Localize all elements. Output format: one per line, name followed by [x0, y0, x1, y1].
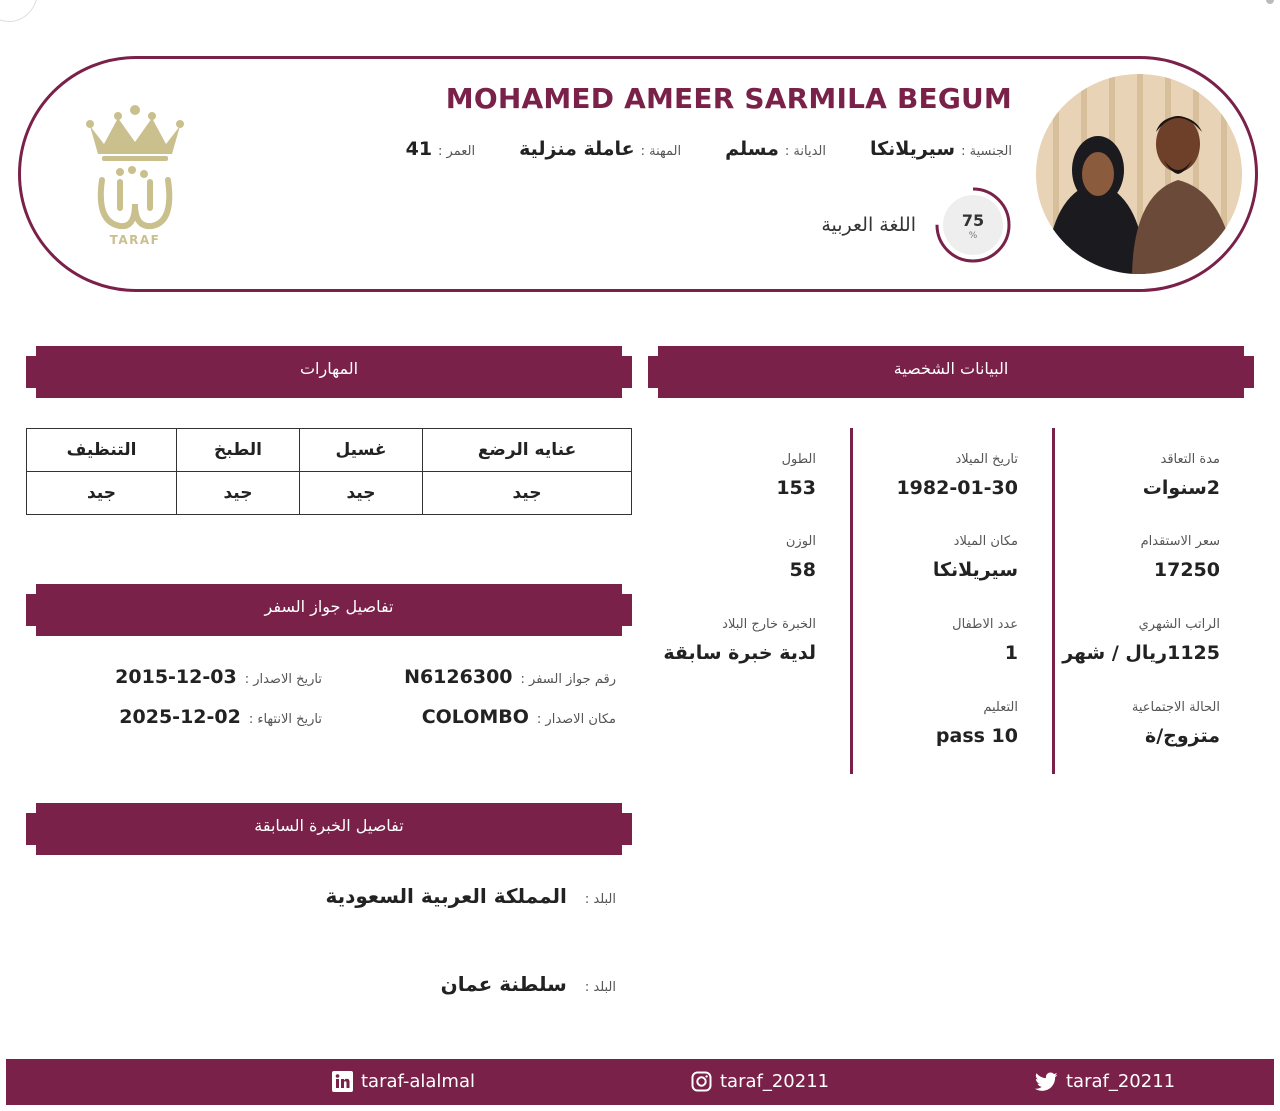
experience-item — [325, 884, 616, 908]
fee-field — [1141, 534, 1220, 581]
skills-header-row — [27, 429, 632, 472]
logo-text: TARAF — [109, 233, 161, 246]
birth-place-label: مكان الميلاد — [953, 534, 1018, 549]
marital-label: الحالة الاجتماعية — [1131, 700, 1220, 715]
arabic-level-value: 75 — [961, 211, 985, 230]
passport-number-value: N6126300 — [404, 666, 513, 688]
expiry-date-field — [119, 706, 322, 728]
age-value: 41 — [405, 138, 433, 160]
basic-info-row — [406, 138, 1012, 160]
linkedin-handle: taraf-alalmal — [361, 1071, 475, 1092]
birth-date-value: 1982-01-30 — [896, 477, 1018, 499]
linkedin-icon — [332, 1071, 353, 1092]
weight-field — [786, 534, 816, 581]
instagram-link[interactable] — [691, 1071, 829, 1092]
height-field — [776, 452, 816, 499]
abroad-experience-value: لدية خبرة سابقة — [663, 642, 816, 664]
passport-number-label: رقم جواز السفر : — [520, 672, 616, 687]
nationality-field — [870, 138, 1012, 160]
twitter-handle: taraf_20211 — [1066, 1071, 1176, 1092]
salary-label: الراتب الشهري — [1138, 617, 1220, 632]
children-field — [952, 617, 1018, 664]
contract-field — [1143, 452, 1220, 499]
fee-value: 17250 — [1153, 559, 1220, 581]
expiry-date-label: تاريخ الانتهاء : — [248, 712, 322, 727]
instagram-handle: taraf_20211 — [720, 1071, 830, 1092]
instagram-icon — [691, 1071, 712, 1092]
profession-value: عاملة منزلية — [519, 138, 635, 160]
experience-title: تفاصيل الخبرة السابقة — [254, 816, 404, 835]
corner-dot — [1266, 0, 1274, 4]
personal-section-header — [648, 346, 1254, 398]
abroad-experience-label: الخبرة خارج البلاد — [722, 617, 816, 632]
skills-title: المهارات — [299, 359, 359, 378]
contract-value: 2سنوات — [1142, 477, 1220, 499]
passport-section-header — [26, 584, 632, 636]
skill-header: التنظيف — [27, 429, 177, 472]
abroad-experience-field — [663, 617, 816, 664]
arabic-level-unit: % — [968, 231, 978, 241]
twitter-link[interactable] — [1035, 1071, 1175, 1092]
issue-place-field — [422, 706, 616, 728]
arabic-level — [821, 186, 1012, 264]
birth-place-field — [933, 534, 1018, 581]
worker-name: MOHAMED AMEER SARMILA BEGUM — [445, 82, 1012, 115]
linkedin-link[interactable] — [332, 1071, 475, 1092]
experience-country: المملكة العربية السعودية — [325, 884, 567, 908]
experience-country-label: البلد : — [584, 892, 616, 907]
weight-label: الوزن — [785, 534, 816, 549]
skill-value: جيد — [300, 472, 423, 515]
birth-place-value: سيريلانكا — [932, 559, 1018, 581]
experience-country-label: البلد : — [584, 980, 616, 995]
education-label: التعليم — [983, 700, 1018, 715]
issue-place-label: مكان الاصدار : — [536, 712, 616, 727]
profession-label: المهنة : — [640, 144, 682, 159]
religion-label: الديانة : — [784, 144, 826, 159]
skills-value-row — [27, 472, 632, 515]
children-value: 1 — [1004, 642, 1018, 664]
issue-date-value: 2015-12-03 — [115, 666, 237, 688]
education-field — [936, 700, 1018, 747]
height-value: 153 — [776, 477, 816, 499]
age-label: العمر : — [438, 144, 476, 159]
personal-title: البيانات الشخصية — [893, 359, 1009, 378]
salary-field — [1062, 617, 1220, 664]
salary-value: 1125ريال / شهر — [1062, 642, 1220, 664]
expiry-date-value: 2025-12-02 — [119, 706, 241, 728]
issue-date-field — [115, 666, 322, 688]
footer-bar — [6, 1059, 1274, 1105]
skill-value: جيد — [177, 472, 300, 515]
religion-field — [725, 138, 826, 160]
skill-header: غسيل — [300, 429, 423, 472]
skills-section-header — [26, 346, 632, 398]
profession-field — [519, 138, 681, 160]
twitter-icon — [1035, 1072, 1058, 1092]
experience-item — [441, 972, 616, 996]
skill-value: جيد — [27, 472, 177, 515]
worker-photo — [1036, 74, 1242, 274]
issue-place-value: COLOMBO — [421, 706, 529, 728]
skills-table — [26, 428, 632, 515]
skill-header: عنايه الرضع — [423, 429, 632, 472]
marital-field — [1132, 700, 1220, 747]
issue-date-label: تاريخ الاصدار : — [244, 672, 322, 687]
contract-label: مدة التعاقد — [1160, 452, 1220, 467]
skill-header: الطبخ — [177, 429, 300, 472]
passport-number-field — [404, 666, 616, 688]
age-field — [406, 138, 476, 160]
experience-country: سلطنة عمان — [440, 972, 567, 996]
passport-title: تفاصيل جواز السفر — [264, 597, 394, 616]
marital-value: متزوج/ة — [1145, 725, 1220, 747]
children-label: عدد الاطفال — [952, 617, 1018, 632]
taraf-logo — [80, 104, 190, 246]
birth-date-field — [896, 452, 1018, 499]
religion-value: مسلم — [725, 138, 779, 160]
education-value: pass 10 — [935, 725, 1018, 747]
column-divider — [850, 428, 853, 774]
nationality-value: سيريلانكا — [869, 138, 956, 160]
birth-date-label: تاريخ الميلاد — [955, 452, 1018, 467]
height-label: الطول — [781, 452, 816, 467]
column-divider — [1052, 428, 1055, 774]
fee-label: سعر الاستقدام — [1140, 534, 1220, 549]
nationality-label: الجنسية : — [961, 144, 1012, 159]
corner-decoration — [0, 0, 38, 22]
weight-value: 58 — [789, 559, 816, 581]
arabic-label: اللغة العربية — [821, 214, 916, 236]
experience-section-header — [26, 803, 632, 855]
skill-value: جيد — [423, 472, 632, 515]
arabic-progress-ring — [934, 186, 1012, 264]
